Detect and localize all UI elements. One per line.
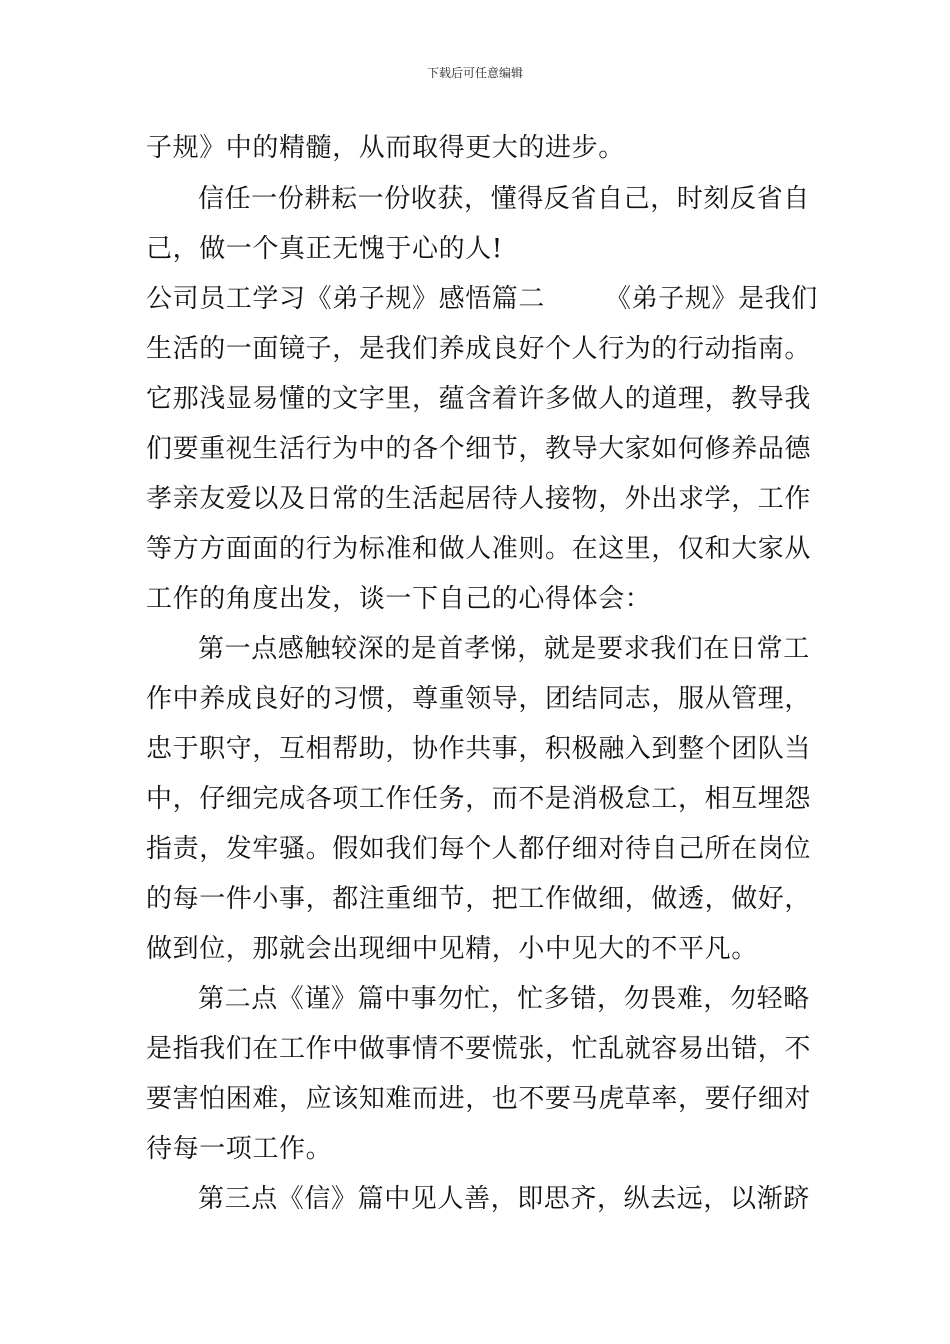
page-header-note: 下载后可任意编辑: [426, 66, 523, 80]
text-line: 中，仔细完成各项工作任务，而不是消极怠工，相互埋怨: [146, 784, 812, 814]
text-line: 做到位，那就会出现细中见精，小中见大的不平凡。: [146, 934, 758, 964]
section-body-start: 《弟子规》是我们: [605, 284, 818, 314]
text-line: 是指我们在工作中做事情不要慌张，忙乱就容易出错，不: [146, 1034, 812, 1064]
text-line: 作中养成良好的习惯，尊重领导，团结同志，服从管理，: [146, 684, 812, 714]
text-line: 生活的一面镜子，是我们养成良好个人行为的行动指南。: [146, 334, 812, 364]
text-line: 要害怕困难，应该知难而进，也不要马虎草率，要仔细对: [146, 1084, 812, 1114]
text-line: 等方方面面的行为标准和做人准则。在这里，仅和大家从: [146, 534, 812, 564]
text-line: 工作的角度出发，谈一下自己的心得体会：: [146, 584, 652, 614]
paragraph-first-line: 第三点《信》篇中见人善，即思齐，纵去远，以渐跻: [198, 1184, 810, 1214]
text-line: 孝亲友爱以及日常的生活起居待人接物，外出求学，工作: [146, 484, 812, 514]
paragraph-first-line: 第一点感触较深的是首孝悌，就是要求我们在日常工: [198, 634, 810, 664]
section-title: 公司员工学习《弟子规》感悟篇二: [146, 284, 546, 314]
section-title-line: [146, 282, 816, 316]
text-line: 的每一件小事，都注重细节，把工作做细，做透，做好，: [146, 884, 812, 914]
text-line: 指责，发牢骚。假如我们每个人都仔细对待自己所在岗位: [146, 834, 812, 864]
text-line: 子规》中的精髓，从而取得更大的进步。: [146, 133, 625, 163]
text-line: 它那浅显易懂的文字里，蕴含着许多做人的道理，教导我: [146, 384, 812, 414]
paragraph-first-line: 第二点《谨》篇中事勿忙，忙多错，勿畏难，勿轻略: [198, 984, 810, 1014]
text-line: 忠于职守，互相帮助，协作共事，积极融入到整个团队当: [146, 734, 812, 764]
paragraph-first-line: 信任一份耕耘一份收获，懂得反省自己，时刻反省自: [198, 184, 810, 214]
text-line: 己，做一个真正无愧于心的人!: [146, 234, 503, 264]
text-line: 们要重视生活行为中的各个细节，教导大家如何修养品德: [146, 434, 812, 464]
text-line: 待每一项工作。: [146, 1134, 333, 1164]
